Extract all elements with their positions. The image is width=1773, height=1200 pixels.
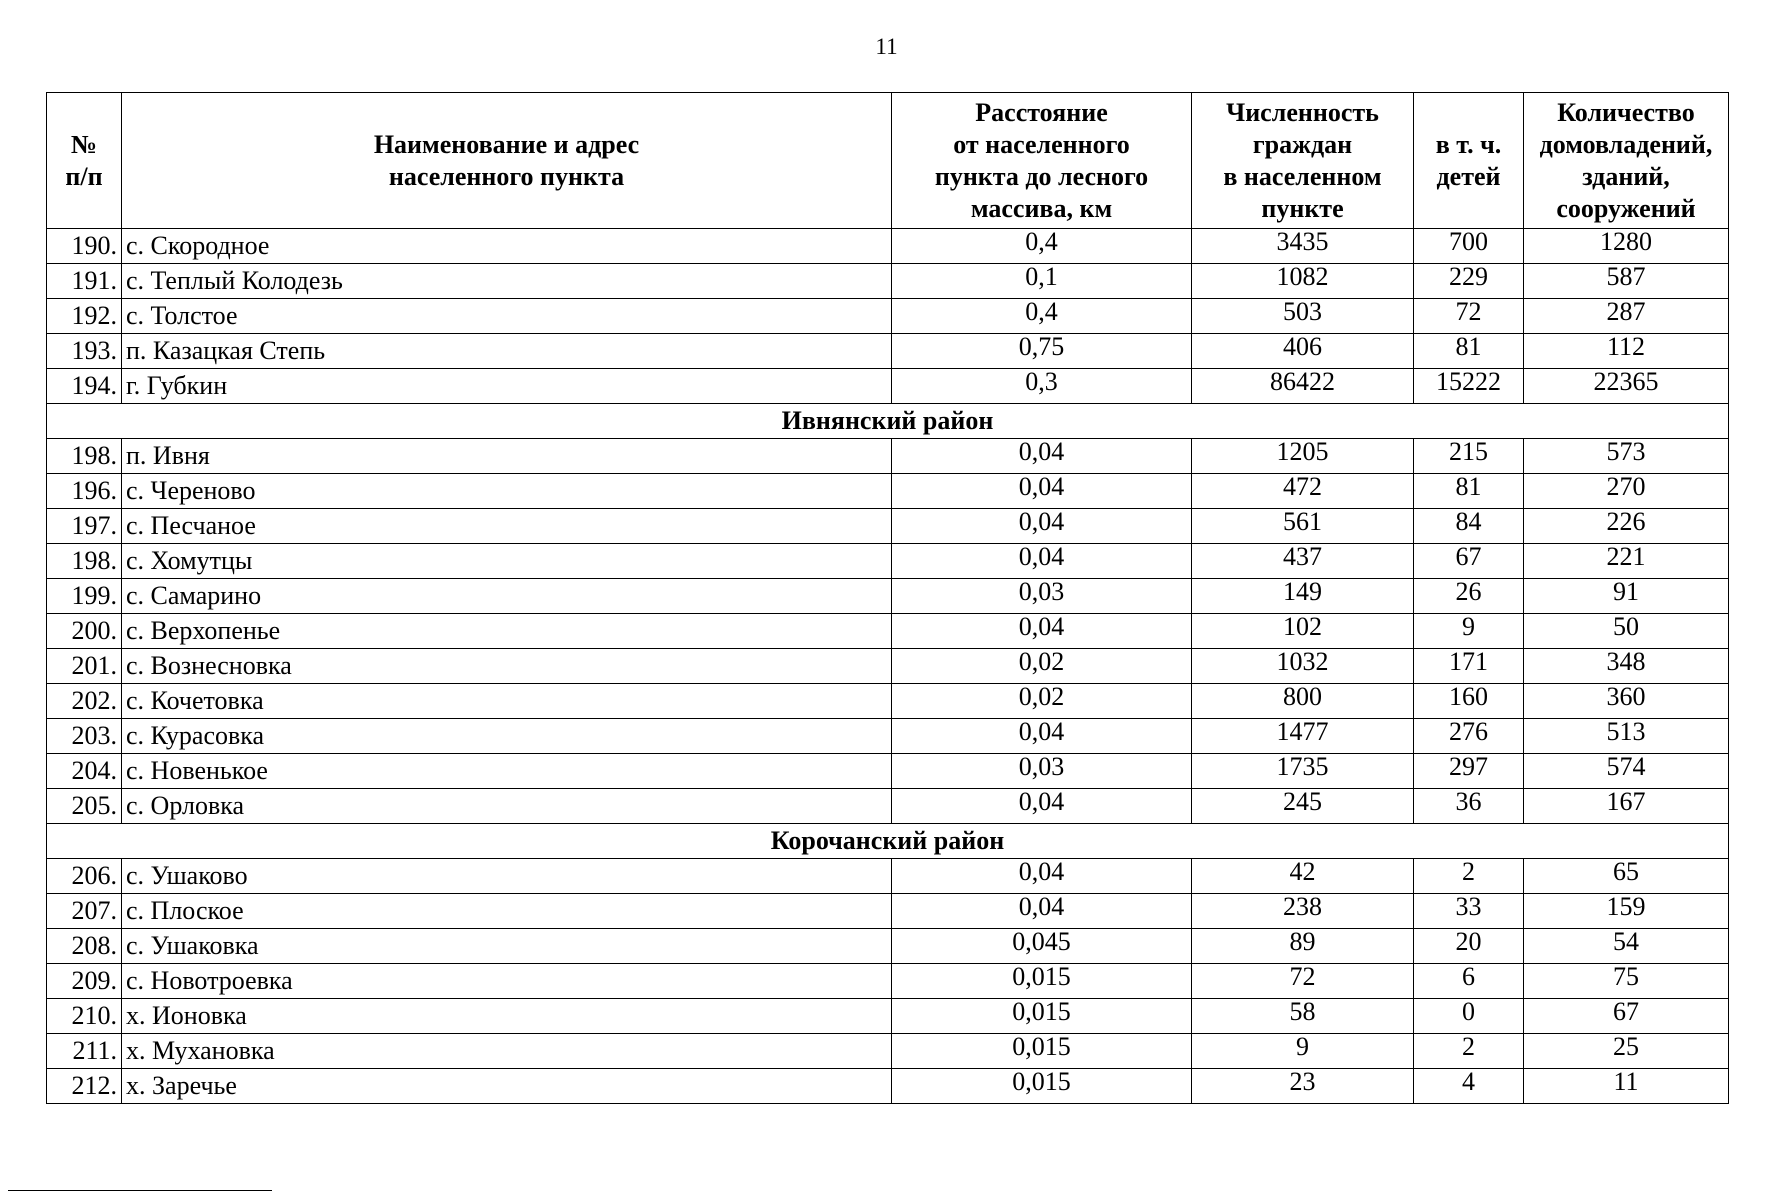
- settlements-table: [46, 92, 1729, 1104]
- buildings-cell: 112: [1524, 334, 1729, 369]
- row-number: 193.: [47, 334, 122, 369]
- table-row: [47, 299, 1729, 334]
- population-cell: 561: [1192, 509, 1414, 544]
- buildings-cell: 1280: [1524, 229, 1729, 264]
- row-number: 198.: [47, 544, 122, 579]
- distance-cell: 0,04: [892, 719, 1192, 754]
- header-line: зданий,: [1582, 161, 1670, 191]
- header-line: Количество: [1557, 97, 1695, 127]
- children-cell: 67: [1414, 544, 1524, 579]
- header-buildings: [1524, 93, 1729, 229]
- distance-cell: 0,02: [892, 649, 1192, 684]
- population-cell: 9: [1192, 1034, 1414, 1069]
- distance-cell: 0,04: [892, 439, 1192, 474]
- row-number: 208.: [47, 929, 122, 964]
- header-children: [1414, 93, 1524, 229]
- header-line: граждан: [1252, 129, 1353, 159]
- table-row: [47, 369, 1729, 404]
- children-cell: 0: [1414, 999, 1524, 1034]
- buildings-cell: 270: [1524, 474, 1729, 509]
- header-line: сооружений: [1556, 193, 1696, 223]
- header-line: Расстояние: [975, 97, 1108, 127]
- distance-cell: 0,015: [892, 964, 1192, 999]
- population-cell: 149: [1192, 579, 1414, 614]
- row-number: 209.: [47, 964, 122, 999]
- header-line: №: [70, 129, 98, 159]
- settlement-name: с. Новотроевка: [122, 964, 892, 999]
- population-cell: 1477: [1192, 719, 1414, 754]
- section-row: [47, 404, 1729, 439]
- table-row: [47, 964, 1729, 999]
- header-line: Численность: [1226, 97, 1379, 127]
- distance-cell: 0,04: [892, 544, 1192, 579]
- buildings-cell: 54: [1524, 929, 1729, 964]
- children-cell: 4: [1414, 1069, 1524, 1104]
- distance-cell: 0,75: [892, 334, 1192, 369]
- population-cell: 1032: [1192, 649, 1414, 684]
- population-cell: 23: [1192, 1069, 1414, 1104]
- distance-cell: 0,04: [892, 859, 1192, 894]
- settlement-name: с. Новенькое: [122, 754, 892, 789]
- header-line: массива, км: [970, 193, 1113, 223]
- settlement-name: п. Ивня: [122, 439, 892, 474]
- children-cell: 81: [1414, 334, 1524, 369]
- settlement-name: с. Кочетовка: [122, 684, 892, 719]
- children-cell: 9: [1414, 614, 1524, 649]
- population-cell: 86422: [1192, 369, 1414, 404]
- table-row: [47, 579, 1729, 614]
- row-number: 197.: [47, 509, 122, 544]
- distance-cell: 0,015: [892, 999, 1192, 1034]
- table-row: [47, 929, 1729, 964]
- header-line: пункта до лесного: [934, 161, 1149, 191]
- distance-cell: 0,4: [892, 299, 1192, 334]
- buildings-cell: 587: [1524, 264, 1729, 299]
- population-cell: 406: [1192, 334, 1414, 369]
- settlement-name: с. Вознесновка: [122, 649, 892, 684]
- table-row: [47, 999, 1729, 1034]
- distance-cell: 0,02: [892, 684, 1192, 719]
- distance-cell: 0,04: [892, 474, 1192, 509]
- table-row: [47, 544, 1729, 579]
- buildings-cell: 65: [1524, 859, 1729, 894]
- table-row: [47, 614, 1729, 649]
- settlement-name: с. Самарино: [122, 579, 892, 614]
- header-line: домовладений,: [1539, 129, 1713, 159]
- children-cell: 26: [1414, 579, 1524, 614]
- distance-cell: 0,4: [892, 229, 1192, 264]
- header-population: [1192, 93, 1414, 229]
- children-cell: 6: [1414, 964, 1524, 999]
- row-number: 192.: [47, 299, 122, 334]
- table-row: [47, 474, 1729, 509]
- buildings-cell: 67: [1524, 999, 1729, 1034]
- settlement-name: х. Ионовка: [122, 999, 892, 1034]
- table-row: [47, 509, 1729, 544]
- settlement-name: х. Заречье: [122, 1069, 892, 1104]
- table-row: [47, 649, 1729, 684]
- population-cell: 238: [1192, 894, 1414, 929]
- distance-cell: 0,3: [892, 369, 1192, 404]
- header-line: пункте: [1261, 193, 1344, 223]
- population-cell: 1205: [1192, 439, 1414, 474]
- footer-rule: [8, 1190, 272, 1191]
- header-line: населенного пункта: [388, 161, 625, 191]
- settlement-name: с. Ушаково: [122, 859, 892, 894]
- settlement-name: с. Курасовка: [122, 719, 892, 754]
- table-row: [47, 264, 1729, 299]
- table-row: [47, 1034, 1729, 1069]
- settlement-name: с. Скородное: [122, 229, 892, 264]
- buildings-cell: 159: [1524, 894, 1729, 929]
- buildings-cell: 360: [1524, 684, 1729, 719]
- buildings-cell: 513: [1524, 719, 1729, 754]
- row-number: 205.: [47, 789, 122, 824]
- row-number: 207.: [47, 894, 122, 929]
- table-row: [47, 859, 1729, 894]
- row-number: 204.: [47, 754, 122, 789]
- children-cell: 2: [1414, 1034, 1524, 1069]
- distance-cell: 0,04: [892, 614, 1192, 649]
- header-num: [47, 93, 122, 229]
- section-title: Ивнянский район: [47, 404, 1729, 439]
- table-row: [47, 334, 1729, 369]
- table-row: [47, 229, 1729, 264]
- children-cell: 20: [1414, 929, 1524, 964]
- row-number: 191.: [47, 264, 122, 299]
- distance-cell: 0,015: [892, 1069, 1192, 1104]
- row-number: 194.: [47, 369, 122, 404]
- row-number: 210.: [47, 999, 122, 1034]
- header-line: п/п: [65, 161, 103, 191]
- children-cell: 36: [1414, 789, 1524, 824]
- row-number: 198.: [47, 439, 122, 474]
- header-distance: [892, 93, 1192, 229]
- row-number: 211.: [47, 1034, 122, 1069]
- distance-cell: 0,045: [892, 929, 1192, 964]
- distance-cell: 0,04: [892, 894, 1192, 929]
- row-number: 200.: [47, 614, 122, 649]
- page-number: 11: [875, 34, 898, 59]
- population-cell: 42: [1192, 859, 1414, 894]
- population-cell: 1735: [1192, 754, 1414, 789]
- distance-cell: 0,1: [892, 264, 1192, 299]
- table-row: [47, 439, 1729, 474]
- population-cell: 89: [1192, 929, 1414, 964]
- population-cell: 245: [1192, 789, 1414, 824]
- population-cell: 72: [1192, 964, 1414, 999]
- buildings-cell: 25: [1524, 1034, 1729, 1069]
- table-row: [47, 1069, 1729, 1104]
- settlement-name: с. Песчаное: [122, 509, 892, 544]
- settlement-name: с. Верхопенье: [122, 614, 892, 649]
- row-number: 190.: [47, 229, 122, 264]
- section-title: Корочанский район: [47, 824, 1729, 859]
- buildings-cell: 221: [1524, 544, 1729, 579]
- buildings-cell: 348: [1524, 649, 1729, 684]
- children-cell: 215: [1414, 439, 1524, 474]
- population-cell: 3435: [1192, 229, 1414, 264]
- distance-cell: 0,04: [892, 789, 1192, 824]
- table-row: [47, 789, 1729, 824]
- buildings-cell: 574: [1524, 754, 1729, 789]
- children-cell: 33: [1414, 894, 1524, 929]
- row-number: 196.: [47, 474, 122, 509]
- header-line: от населенного: [953, 129, 1130, 159]
- children-cell: 160: [1414, 684, 1524, 719]
- row-number: 202.: [47, 684, 122, 719]
- buildings-cell: 50: [1524, 614, 1729, 649]
- header-line: Наименование и адрес: [373, 129, 640, 159]
- table-body: [47, 229, 1729, 1104]
- children-cell: 2: [1414, 859, 1524, 894]
- settlement-name: с. Орловка: [122, 789, 892, 824]
- settlement-name: с. Хомутцы: [122, 544, 892, 579]
- header-line: в населенном: [1223, 161, 1382, 191]
- table-header: [47, 93, 1729, 229]
- children-cell: 171: [1414, 649, 1524, 684]
- population-cell: 472: [1192, 474, 1414, 509]
- settlement-name: с. Ушаковка: [122, 929, 892, 964]
- distance-cell: 0,03: [892, 579, 1192, 614]
- buildings-cell: 287: [1524, 299, 1729, 334]
- children-cell: 276: [1414, 719, 1524, 754]
- header-line: в т. ч.: [1435, 129, 1502, 159]
- settlement-name: г. Губкин: [122, 369, 892, 404]
- buildings-cell: 573: [1524, 439, 1729, 474]
- settlement-name: х. Мухановка: [122, 1034, 892, 1069]
- buildings-cell: 22365: [1524, 369, 1729, 404]
- settlement-name: с. Плоское: [122, 894, 892, 929]
- row-number: 206.: [47, 859, 122, 894]
- settlement-name: с. Теплый Колодезь: [122, 264, 892, 299]
- buildings-cell: 11: [1524, 1069, 1729, 1104]
- settlement-name: с. Череново: [122, 474, 892, 509]
- buildings-cell: 167: [1524, 789, 1729, 824]
- table-row: [47, 684, 1729, 719]
- settlement-name: п. Казацкая Степь: [122, 334, 892, 369]
- children-cell: 81: [1414, 474, 1524, 509]
- header-line: детей: [1436, 161, 1501, 191]
- population-cell: 58: [1192, 999, 1414, 1034]
- children-cell: 15222: [1414, 369, 1524, 404]
- distance-cell: 0,04: [892, 509, 1192, 544]
- children-cell: 297: [1414, 754, 1524, 789]
- header-name: [122, 93, 892, 229]
- table-row: [47, 894, 1729, 929]
- distance-cell: 0,03: [892, 754, 1192, 789]
- population-cell: 102: [1192, 614, 1414, 649]
- buildings-cell: 75: [1524, 964, 1729, 999]
- children-cell: 72: [1414, 299, 1524, 334]
- row-number: 212.: [47, 1069, 122, 1104]
- buildings-cell: 226: [1524, 509, 1729, 544]
- section-row: [47, 824, 1729, 859]
- population-cell: 503: [1192, 299, 1414, 334]
- children-cell: 700: [1414, 229, 1524, 264]
- children-cell: 229: [1414, 264, 1524, 299]
- children-cell: 84: [1414, 509, 1524, 544]
- row-number: 203.: [47, 719, 122, 754]
- distance-cell: 0,015: [892, 1034, 1192, 1069]
- population-cell: 800: [1192, 684, 1414, 719]
- population-cell: 1082: [1192, 264, 1414, 299]
- row-number: 201.: [47, 649, 122, 684]
- population-cell: 437: [1192, 544, 1414, 579]
- table-row: [47, 754, 1729, 789]
- row-number: 199.: [47, 579, 122, 614]
- settlement-name: с. Толстое: [122, 299, 892, 334]
- table-row: [47, 719, 1729, 754]
- buildings-cell: 91: [1524, 579, 1729, 614]
